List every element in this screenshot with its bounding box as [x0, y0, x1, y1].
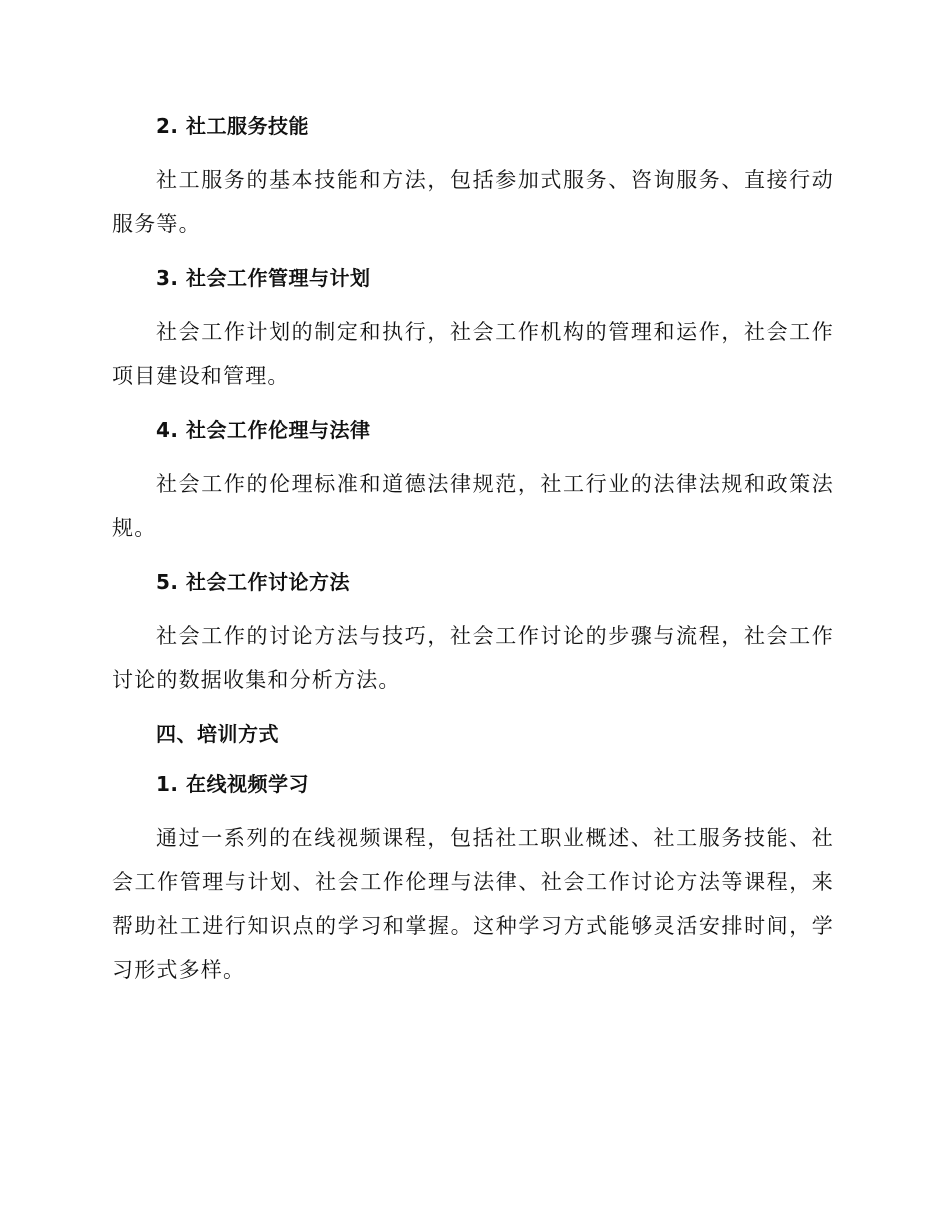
section-body-ethics-law: 社会工作的伦理标准和道德法律规范，社工行业的法律法规和政策法规。 — [112, 472, 834, 540]
section-body-discussion: 社会工作的讨论方法与技巧，社会工作讨论的步骤与流程，社会工作讨论的数据收集和分析方法。 — [112, 624, 834, 692]
subsection-body-online-video: 通过一系列的在线视频课程，包括社工职业概述、社工服务技能、社会工作管理与计划、社会工作伦理与法律、社会工作讨论方法等课程，来帮助社工进行知识点的学习和掌握。这种学习方式能够灵活安排时间，学习形式多样。 — [112, 826, 834, 982]
document-page — [112, 108, 834, 992]
section-heading-ethics-law: 4. 社会工作伦理与法律 — [156, 418, 371, 442]
section-body-skills: 社工服务的基本技能和方法，包括参加式服务、咨询服务、直接行动服务等。 — [112, 168, 834, 236]
section-heading-skills: 2. 社工服务技能 — [156, 114, 309, 138]
section-heading-management: 3. 社会工作管理与计划 — [156, 266, 371, 290]
subsection-heading-online-video: 1. 在线视频学习 — [156, 772, 309, 796]
part-heading-training-methods: 四、培训方式 — [156, 722, 279, 746]
section-heading-discussion: 5. 社会工作讨论方法 — [156, 570, 350, 594]
section-body-management: 社会工作计划的制定和执行，社会工作机构的管理和运作，社会工作项目建设和管理。 — [112, 320, 834, 388]
